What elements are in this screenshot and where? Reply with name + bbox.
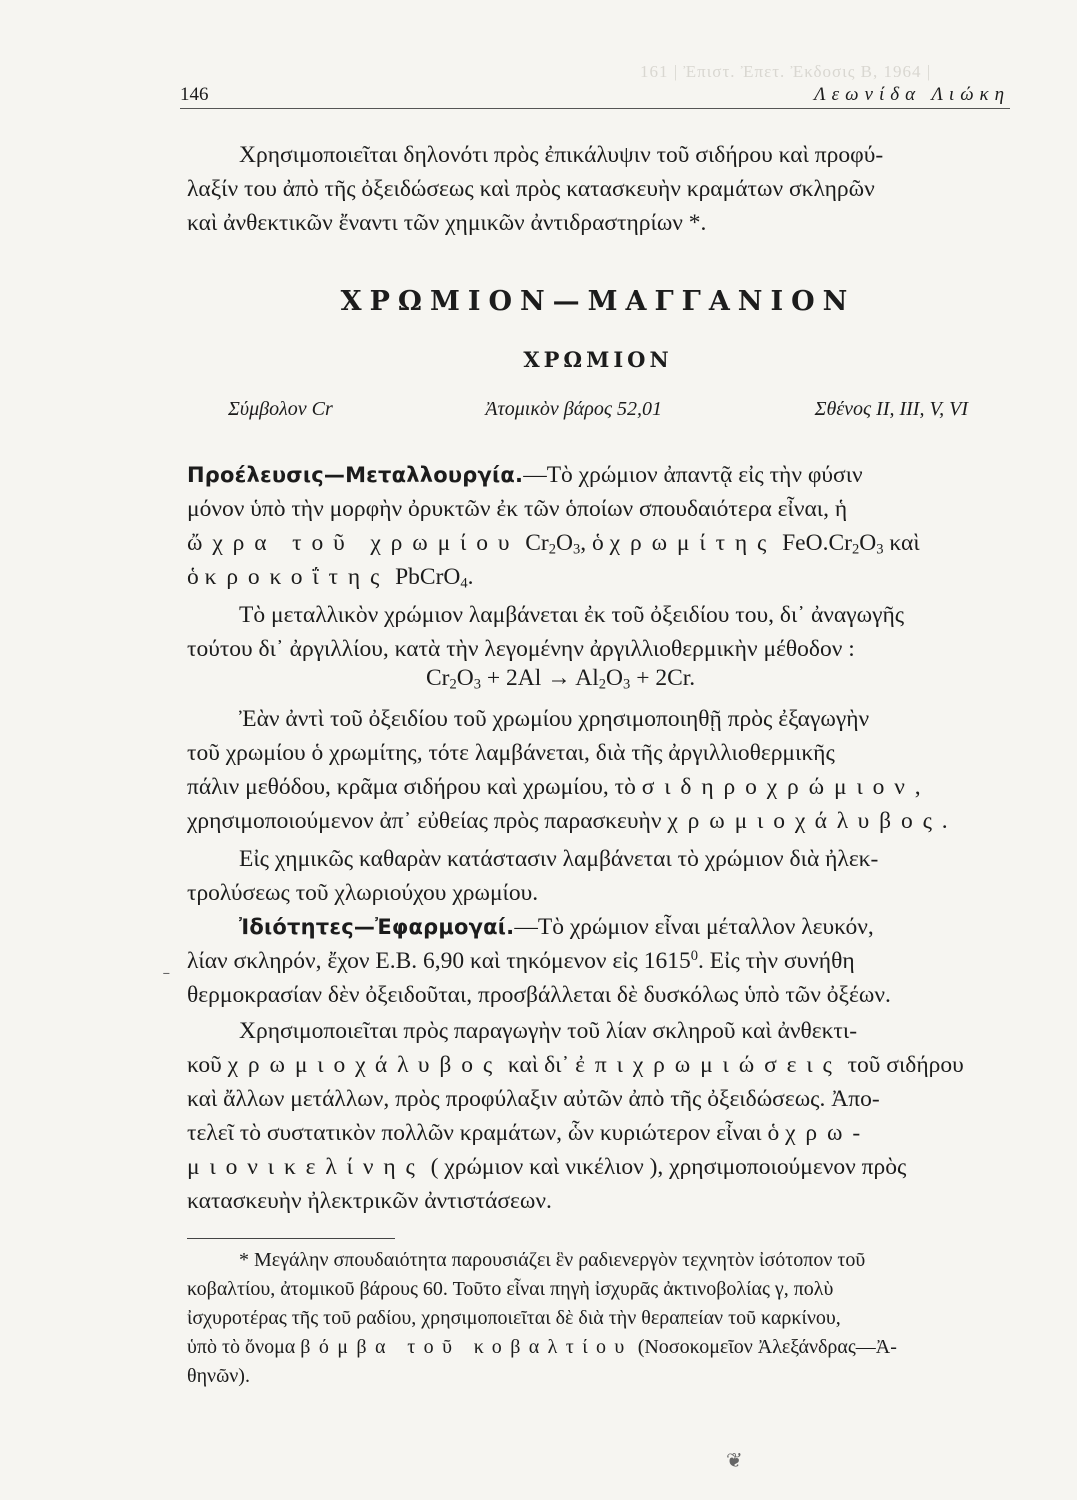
- spaced-term: βόμβα τοῦ κοβαλτίου: [300, 1336, 633, 1358]
- properties-line: θερμοκρασίαν δὲν ὀξειδοῦται, προσβάλλεται δὲ δυσκόλως ὑπὸ τῶν ὀξέων.: [187, 982, 891, 1008]
- origin-line: ὤχρα τοῦ χρωμίου $Cr_2O_3$, ὁ χρωμίτης $FeO.Cr_2O_3$ καὶ: [187, 530, 920, 558]
- origin-line: μόνον ὑπὸ τὴν μορφὴν ὀρυκτῶν ἐκ τῶν ὁποίων σπουδαιότερα εἶναι, ἡ: [187, 496, 848, 522]
- spaced-term: ὤχρα τοῦ χρωμίου: [187, 530, 520, 556]
- uses-line: μιονικελίνης ( χρώμιον καὶ νικέλιον ), χρησιμοποιούμενον πρὸς: [187, 1154, 907, 1180]
- spaced-term: ἐπιχρωμιώσεις: [575, 1052, 842, 1078]
- footnote-rule: [187, 1238, 395, 1239]
- atomic-weight: Ἀτομικὸν βάρος 52,01: [485, 398, 662, 420]
- spaced-term: χρω-: [785, 1120, 871, 1146]
- uses-paragraph: [187, 1014, 1013, 1218]
- origin-heading: Προέλευσις—Μεταλλουργία.: [187, 463, 524, 487]
- spaced-term: σιδηροχρώμιον,: [641, 774, 931, 800]
- pure-paragraph: [187, 842, 1013, 910]
- ink-speck: ❦: [726, 1450, 743, 1472]
- chromite-paragraph: [187, 702, 1013, 838]
- uses-line: κοῦ χρωμιοχάλυβος καὶ δι᾽ ἐπιχρωμιώσεις τοῦ σιδήρου: [187, 1052, 964, 1078]
- header-rule: [180, 108, 1010, 109]
- running-author: Λεωνίδα Λιώκη: [814, 84, 1010, 105]
- section-title: ΧΡΩΜΙΟΝ—ΜΑΓΓΑΝΙΟΝ: [340, 286, 856, 317]
- reaction-equation: $Cr_2O_3 + 2Al \to Al_2O_3 + 2Cr$.: [426, 665, 696, 693]
- page-number: 146: [180, 84, 209, 105]
- element-properties-row: [228, 398, 968, 421]
- spaced-term: χρωμιοχάλυβος.: [667, 808, 958, 834]
- metal-line: τούτου δι᾽ ἀργιλλίου, κατὰ τὴν λεγομένην ἀργιλλιοθερμικὴν μέθοδον :: [187, 636, 855, 662]
- origin-line: Προέλευσις—Μεταλλουργία.—Τὸ χρώμιον ἀπαντᾷ εἰς τὴν φύσιν: [187, 462, 863, 488]
- uses-line: τελεῖ τὸ συστατικὸν πολλῶν κραμάτων, ὧν κυριώτερον εἶναι ὁ χρω-: [187, 1120, 871, 1146]
- pure-line: τρολύσεως τοῦ χλωριούχου χρωμίου.: [187, 880, 539, 906]
- running-header: [180, 72, 1010, 106]
- footnote-line: θηνῶν).: [187, 1365, 250, 1387]
- footnote-line: * Μεγάλην σπουδαιότητα παρουσιάζει ἓν ραδιενεργὸν τεχνητὸν ἰσότοπον τοῦ: [239, 1249, 866, 1271]
- margin-mark: ˉ: [163, 968, 170, 990]
- metal-line: Τὸ μεταλλικὸν χρώμιον λαμβάνεται ἐκ τοῦ ὀξειδίου του, δι᾽ ἀναγωγῆς: [239, 602, 905, 628]
- pure-line: Εἰς χημικῶς καθαρὰν κατάστασιν λαμβάνεται τὸ χρώμιον διὰ ἠλεκ-: [239, 846, 879, 872]
- spaced-term: χρωμιοχάλυβος: [227, 1052, 503, 1078]
- origin-line: ὁ κροκοΐτης PbCrO$_4$.: [187, 564, 474, 592]
- intro-line: καὶ ἀνθεκτικῶν ἔναντι τῶν χημικῶν ἀντιδραστηρίων *.: [187, 210, 707, 236]
- properties-paragraph: [187, 910, 1013, 1012]
- uses-line: κατασκευὴν ἠλεκτρικῶν ἀντιστάσεων.: [187, 1188, 552, 1214]
- spaced-term: μιονικελίνης: [187, 1154, 425, 1180]
- show-through-text: 161 | Ἐπιστ. Ἐπετ. Ἐκδοσις Β, 1964 |: [640, 62, 932, 81]
- footnote-line: κοβαλτίου, ἀτομικοῦ βάρους 60. Τοῦτο εἶναι πηγὴ ἰσχυρᾶς ἀκτινοβολίας γ, πολὺ: [187, 1278, 834, 1300]
- valence: Σθένος II, III, V, VI: [814, 398, 968, 420]
- intro-paragraph: [187, 138, 1013, 240]
- footnote-line: ὑπὸ τὸ ὄνομα βόμβα τοῦ κοβαλτίου (Νοσοκομεῖον Ἀλεξάνδρας—Ἀ-: [187, 1336, 897, 1358]
- spaced-term: κροκοΐτης: [204, 564, 390, 590]
- metal-paragraph: [187, 598, 1013, 666]
- subsection-title: ΧΡΩΜΙΟΝ: [523, 347, 673, 372]
- chromite-line: χρησιμοποιούμενον ἀπ᾽ εὐθείας πρὸς παρασκευὴν χρωμιοχάλυβος.: [187, 808, 958, 834]
- origin-paragraph: [187, 458, 1013, 594]
- intro-line: Χρησιμοποιεῖται δηλονότι πρὸς ἐπικάλυψιν τοῦ σιδήρου καὶ προφύ-: [239, 142, 884, 168]
- chromite-line: τοῦ χρωμίου ὁ χρωμίτης, τότε λαμβάνεται, διὰ τῆς ἀργιλλιοθερμικῆς: [187, 740, 835, 766]
- footnote-line: ἰσχυροτέρας τῆς τοῦ ραδίου, χρησιμοποιεῖται δὲ διὰ τὴν θεραπείαν τοῦ καρκίνου,: [187, 1307, 841, 1329]
- chromite-line: Ἐὰν ἀντὶ τοῦ ὀξειδίου τοῦ χρωμίου χρησιμοποιηθῇ πρὸς ἐξαγωγὴν: [239, 706, 870, 732]
- uses-line: Χρησιμοποιεῖται πρὸς παραγωγὴν τοῦ λίαν σκληροῦ καὶ ἀνθεκτι-: [239, 1018, 858, 1044]
- footnote: [187, 1246, 1013, 1391]
- spaced-term: χρωμίτης: [609, 530, 777, 556]
- intro-line: λαξίν του ἀπὸ τῆς ὀξειδώσεως καὶ πρὸς κατασκευὴν κραμάτων σκληρῶν: [187, 176, 875, 202]
- properties-heading: Ἰδιότητες—Ἐφαρμογαί.: [239, 915, 515, 939]
- properties-line: Ἰδιότητες—Ἐφαρμογαί.—Τὸ χρώμιον εἶναι μέταλλον λευκόν,: [239, 914, 874, 940]
- chromite-line: πάλιν μεθόδου, κρᾶμα σιδήρου καὶ χρωμίου, τὸ σιδηροχρώμιον,: [187, 774, 931, 800]
- element-symbol: Σύμβολον Cr: [228, 398, 333, 420]
- properties-line: λίαν σκληρόν, ἔχον Ε.Β. 6,90 καὶ τηκόμενον εἰς 1615$^0$. Εἰς τὴν συνήθη: [187, 948, 855, 974]
- uses-line: καὶ ἄλλων μετάλλων, πρὸς προφύλαξιν αὐτῶν ἀπὸ τῆς ὀξειδώσεως. Ἀπο-: [187, 1086, 880, 1112]
